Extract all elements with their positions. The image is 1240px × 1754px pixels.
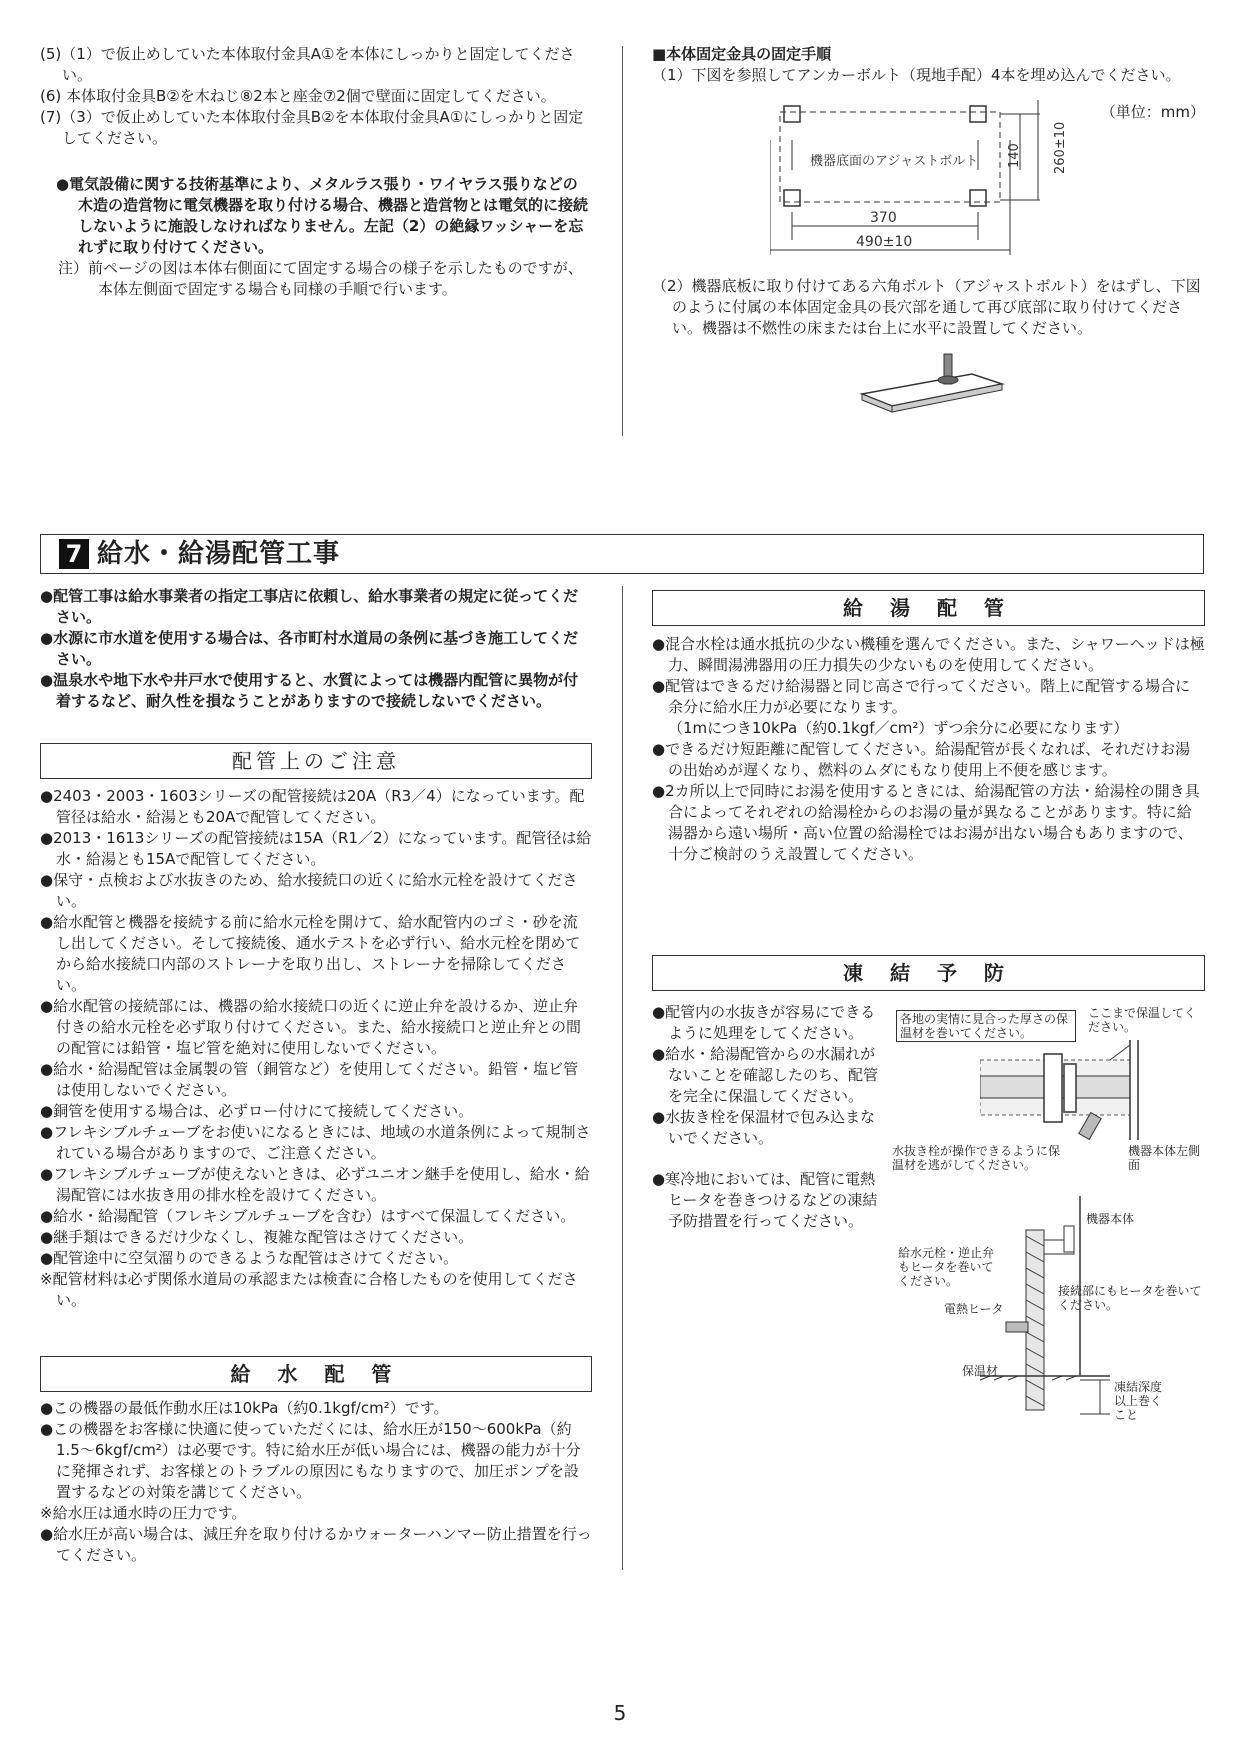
piping-notes-heading: 配管上のご注意 — [40, 743, 592, 779]
section-title: 給水・給湯配管工事 — [97, 538, 341, 569]
list-item: ●フレキシブルチューブが使えないときは、必ずユニオン継手を使用し、給水・給湯配管には水抜き用の排水栓を設けてください。 — [40, 1165, 590, 1204]
dim-490: 490±10 — [856, 234, 913, 250]
section-number: 7 — [59, 539, 89, 569]
step-7: (7)（3）で仮止めしていた本体取付金具B②を本体取付金具A①にしっかりと固定してください。 — [40, 108, 584, 147]
fig2-label-valve: 給水元栓・逆止弁もヒータを巻いてください。 — [898, 1246, 995, 1288]
fig2-label-depth: 凍結深度以上巻くこと — [1114, 1380, 1163, 1422]
fixing-heading: ■本体固定金具の固定手順 — [652, 45, 832, 63]
list-item: ●給水・給湯配管（フレキシブルチューブを含む）はすべて保温してください。 — [40, 1207, 576, 1225]
anchor-bolt-diagram — [770, 100, 1070, 260]
step-5: (5)（1）で仮止めしていた本体取付金具A①を本体にしっかりと固定してください。 — [40, 45, 575, 84]
list-item: ●2403・2003・1603シリーズの配管接続は20A（R3／4）になっています。配管径は給水・給湯とも20Aで配管してください。 — [40, 787, 585, 826]
list-item: ●2013・1613シリーズの配管接続は15A（R1／2）になっています。配管径は給水・給湯とも15Aで配管してください。 — [40, 829, 592, 868]
freeze-heading: 凍 結 予 防 — [652, 955, 1205, 991]
top-left-notes — [58, 174, 592, 300]
section-title-bar — [40, 534, 1204, 574]
list-item: ●2カ所以上で同時にお湯を使用するときには、給湯配管の方法・給湯栓の開き具合によってそれぞれの給湯栓からのお湯の量が異なることがあります。特に給湯器から遠い場所・高い位置の給湯栓ではお湯が出ない場合もありますので、十分ご検討のうえ設置してください。 — [652, 782, 1200, 863]
fig1-label-insulate-up-to: ここまで保温してください。 — [1088, 1006, 1197, 1034]
list-item: ●銅管を使用する場合は、必ずロー付けにて接続してください。 — [40, 1102, 474, 1120]
list-item: ●水抜き栓を保温材で包み込まないでください。 — [652, 1108, 876, 1147]
fig2-label-body: 機器本体 — [1086, 1212, 1135, 1226]
list-item: ●給水配管の接続部には、機器の給水接続口の近くに逆止弁を設けるか、逆止弁付きの給水元栓を必ず取り付けてください。また、給水接続口と逆止弁との間の配管には鉛管・塩ビ管を絶対に使用しないでください。 — [40, 997, 582, 1057]
fixing-step-2: （2）機器底板に取り付けてある六角ボルト（アジャストボルト）をはずし、下図のように付属の本体固定金具の長穴部を通して再び底部に取り付けてください。機器は不燃性の床または台上に水平に設置してください。 — [652, 277, 1201, 337]
unit-label: （単位：mm） — [1100, 103, 1205, 121]
list-item: ※給水圧は通水時の圧力です。 — [40, 1504, 247, 1522]
fig1-label-drain: 水抜き栓が操作できるように保温材を逃がしてください。 — [892, 1144, 1061, 1172]
list-item: ●給水・給湯配管は金属製の管（銅管など）を使用してください。鉛管・塩ビ管は使用しないでください。 — [40, 1060, 579, 1099]
fixing-step-1: （1）下図を参照してアンカーボルト（現地手配）4本を埋め込んでください。 — [652, 66, 1181, 84]
list-item: ●給水・給湯配管からの水漏れがないことを確認したのち、配管を完全に保温してください。 — [652, 1045, 879, 1105]
piping-notes-list — [40, 786, 592, 1311]
fixing-bracket-icon — [852, 350, 1012, 420]
electrical-warning: ●電気設備に関する技術基準により、メタルラス張り・ワイヤラス張りなどの木造の造営物に電気機器を取り付ける場合、機器と造営物とは電気的に接続しないように施設しなければなりません。左記（2）の絶縁ワッシャーを忘れずに取り付けてください。 — [56, 175, 589, 256]
adjust-bolt-label: 機器底面のアジャストボルト — [810, 154, 979, 169]
intro-item: ●配管工事は給水事業者の指定工事店に依頼し、給水事業者の規定に従ってください。 — [40, 587, 579, 626]
freeze-list — [652, 1002, 882, 1232]
list-item: ●この機器をお客様に快適に使っていただくには、給水圧が150～600kPa（約1.5～6kgf/cm²）は必要です。特に給水圧が低い場合には、機器の能力が十分に発揮されず、お客様とのトラブルの原因にもなりますので、加圧ポンプを設置するなどの対策を講じてください。 — [40, 1420, 581, 1501]
fig2-label-heater: 電熱ヒータ — [944, 1302, 1004, 1316]
top-left-steps — [40, 44, 592, 149]
intro-notes — [40, 586, 592, 712]
fig2-label-joint: 接続部にもヒータを巻いてください。 — [1058, 1284, 1202, 1312]
dim-370: 370 — [870, 210, 897, 226]
fig1-label-body-side: 機器本体左側面 — [1128, 1144, 1201, 1172]
fig2-label-insulation: 保温材 — [962, 1364, 999, 1378]
list-item: ●配管はできるだけ給湯器と同じ高さで行ってください。階上に配管する場合に余分に給水圧力が必要になります。 — [652, 677, 1191, 716]
list-item: ●給水配管と機器を接続する前に給水元栓を開けて、給水配管内のゴミ・砂を流し出してください。そして接続後、通水テストを必ず行い、給水元栓を閉めてから給水接続口内部のストレーナを取り出し、ストレーナを掃除してください。 — [40, 913, 581, 994]
list-item: ●保守・点検および水抜きのため、給水接続口の近くに給水元栓を設けてください。 — [40, 871, 578, 910]
water-supply-heading: 給 水 配 管 — [40, 1356, 592, 1392]
column-divider-bottom — [622, 586, 623, 1570]
fig1-label-thickness: 各地の実情に見合った厚さの保温材を巻いてください。 — [896, 1010, 1076, 1042]
list-item: ●この機器の最低作動水圧は10kPa（約0.1kgf/cm²）です。 — [40, 1399, 449, 1417]
list-item: ●フレキシブルチューブをお使いになるときには、地域の水道条例によって規制されている場合がありますので、ご注意ください。 — [40, 1123, 591, 1162]
dim-140: 140 — [1007, 143, 1022, 168]
list-item: ●できるだけ短距離に配管してください。給湯配管が長くなれば、それだけお湯の出始めが遅くなり、燃料のムダにもなり使用上不便を感じます。 — [652, 740, 1191, 779]
list-item: ●寒冷地においては、配管に電熱ヒータを巻きつけるなどの凍結予防措置を行ってください。 — [652, 1170, 878, 1230]
list-item: ●継手類はできるだけ少なくし、複雑な配管はさけてください。 — [40, 1228, 474, 1246]
step-6: (6) 本体取付金具B②を木ねじ⑧2本と座金⑦2個で壁面に固定してください。 — [40, 87, 556, 105]
list-item: ●配管途中に空気溜りのできるような配管はさけてください。 — [40, 1249, 459, 1267]
list-item: ●給水圧が高い場合は、減圧弁を取り付けるかウォーターハンマー防止措置を行ってください。 — [40, 1525, 592, 1564]
hot-water-heading: 給 湯 配 管 — [652, 590, 1205, 626]
list-item: ※配管材料は必ず関係水道局の承認または検査に合格したものを使用してください。 — [40, 1270, 578, 1309]
page-number: 5 — [613, 1701, 627, 1725]
column-divider-top — [622, 46, 623, 436]
hot-water-list — [652, 634, 1205, 865]
intro-item: ●温泉水や地下水や井戸水で使用すると、水質によっては機器内配管に異物が付着するなど、耐久性を損なうことがありますので接続しないでください。 — [40, 671, 579, 710]
dim-260: 260±10 — [1053, 121, 1068, 174]
list-item: ●配管内の水抜きが容易にできるように処理をしてください。 — [652, 1003, 876, 1042]
insulated-pipe-figure — [980, 1040, 1180, 1150]
figure-note: 注）前ページの図は本体右側面にて固定する場合の様子を示したものですが、本体左側面で固定する場合も同様の手順で行います。 — [58, 259, 583, 298]
fixing-procedure — [652, 44, 1205, 86]
list-item: ●混合水栓は通水抵抗の少ない機種を選んでください。また、シャワーヘッドは極力、瞬間湯沸器用の圧力損失の少ないものを使用してください。 — [652, 635, 1205, 674]
list-item: （1mにつき10kPa（約0.1kgf／cm²）ずつ余分に必要になります） — [668, 719, 1129, 737]
intro-item: ●水源に市水道を使用する場合は、各市町村水道局の条例に基づき施工してください。 — [40, 629, 579, 668]
fixing-step-2-wrap — [652, 276, 1205, 339]
water-supply-list — [40, 1398, 592, 1566]
